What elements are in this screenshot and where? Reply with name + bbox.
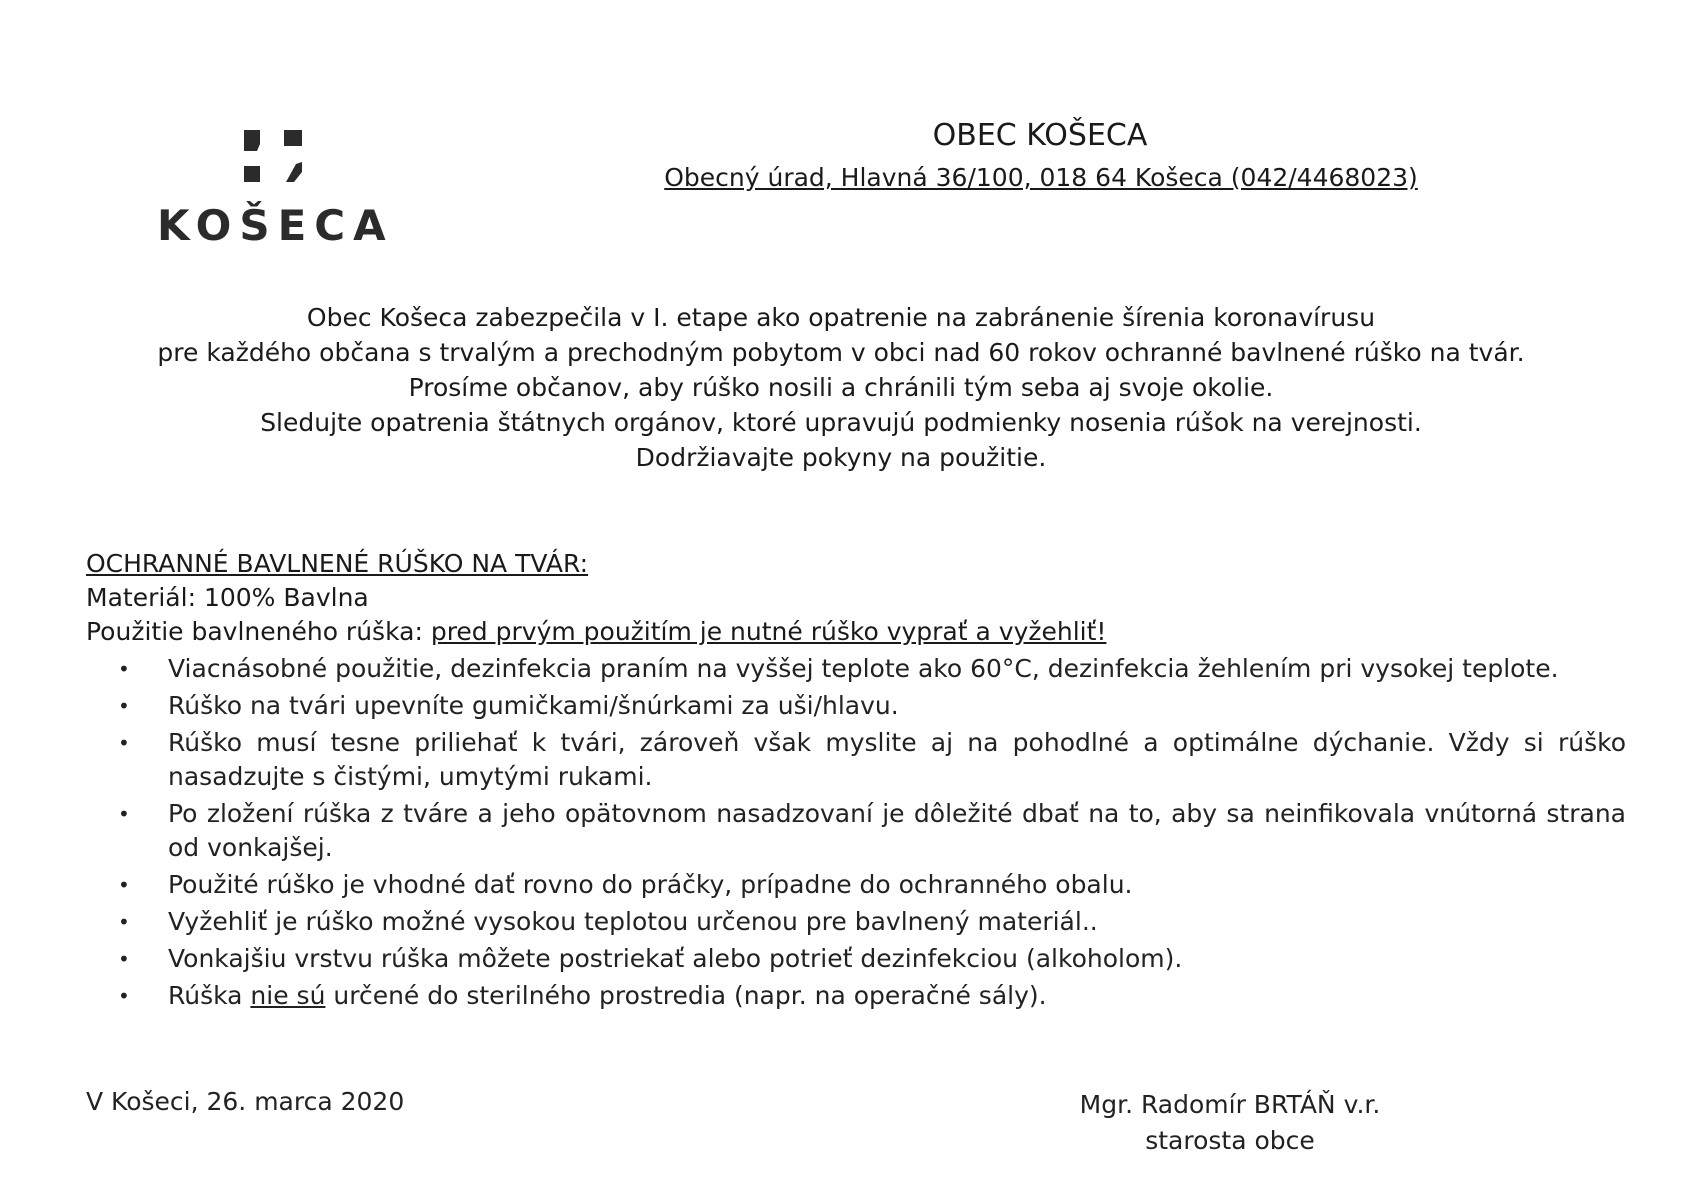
usage-label: Použitie bavlneného rúška: [86,617,423,646]
list-item: • Vonkajšiu vrstvu rúška môžete postriekať alebo potrieť dezinfekciou (alkoholom). [86,942,1626,976]
material-line [86,581,1626,615]
list-item: • Rúško musí tesne priliehať k tvári, zároveň však myslite aj na pohodlné a optimálne dýchanie. Vždy si rúško nasadzujte s čistými, umytými rukami. [118,728,1626,791]
office-title: OBEC KOŠECA [932,118,1148,153]
list-item: • Použité rúško je vhodné dať rovno do práčky, prípadne do ochranného obalu. [86,868,1626,902]
signature-block [1030,1087,1430,1159]
emphasis-underlined: nie sú [250,981,326,1010]
material-value: 100% Bavlna [196,583,369,612]
logo-wordmark: KOŠECA [157,201,394,250]
signer-name: Mgr. Radomír BRTÁŇ v.r. [1079,1090,1381,1119]
section-heading: OCHRANNÉ BAVLNENÉ RÚŠKO NA TVÁR: [86,549,589,578]
kosеca-logo-icon [244,130,314,198]
usage-value: pred prvým použitím je nutné rúško vyprať a vyžehliť! [430,617,1107,646]
list-item: • Vyžehliť je rúško možné vysokou teplotou určenou pre bavlnený materiál.. [86,905,1626,939]
bullet-icon: • [118,731,130,755]
bullet-icon: • [118,947,130,971]
intro-paragraph [40,300,1642,475]
material-label: Materiál: [86,583,196,612]
bullet-icon: • [118,873,130,897]
intro-line: Obec Košeca zabezpečila v I. etape ako opatrenie na zabránenie šírenia koronavírusu [306,303,1376,332]
bullet-icon: • [118,910,130,934]
place-date: V Košeci, 26. marca 2020 [86,1087,405,1116]
list-item: • Po zložení rúška z tváre a jeho opätovnom nasadzovaní je dôležité dbať na to, aby sa neinfikovala vnútorná strana od vonkajšej. [118,799,1626,862]
list-item: • Rúška nie sú určené do sterilného prostredia (napr. na operačné sály). [86,979,1626,1013]
usage-line [86,615,1626,649]
signer-title: starosta obce [1145,1126,1315,1155]
intro-line: Prosíme občanov, aby rúško nosili a chránili tým seba aj svoje okolie. [408,373,1274,402]
usage-rules-list [86,652,1626,1013]
list-item: • Viacnásobné použitie, dezinfekcia praním na vyššej teplote ako 60°C, dezinfekcia žehlením pri vysokej teplote. [86,652,1626,686]
mask-section [86,547,1626,1016]
list-item: • Rúško na tvári upevníte gumičkami/šnúrkami za uši/hlavu. [86,689,1626,723]
intro-line: Dodržiavajte pokyny na použitie. [635,443,1047,472]
bullet-icon: • [118,657,130,681]
bullet-icon: • [118,802,130,826]
intro-line: pre každého občana s trvalým a prechodným pobytom v obci nad 60 rokov ochranné bavlnené rúško na tvár. [157,338,1525,367]
bullet-icon: • [118,694,130,718]
intro-line: Sledujte opatrenia štátnych orgánov, ktoré upravujú podmienky nosenia rúšok na verejnosti. [260,408,1422,437]
bullet-icon: • [118,984,130,1008]
office-address: Obecný úrad, Hlavná 36/100, 018 64 Košeca (042/4468023) [664,163,1418,192]
